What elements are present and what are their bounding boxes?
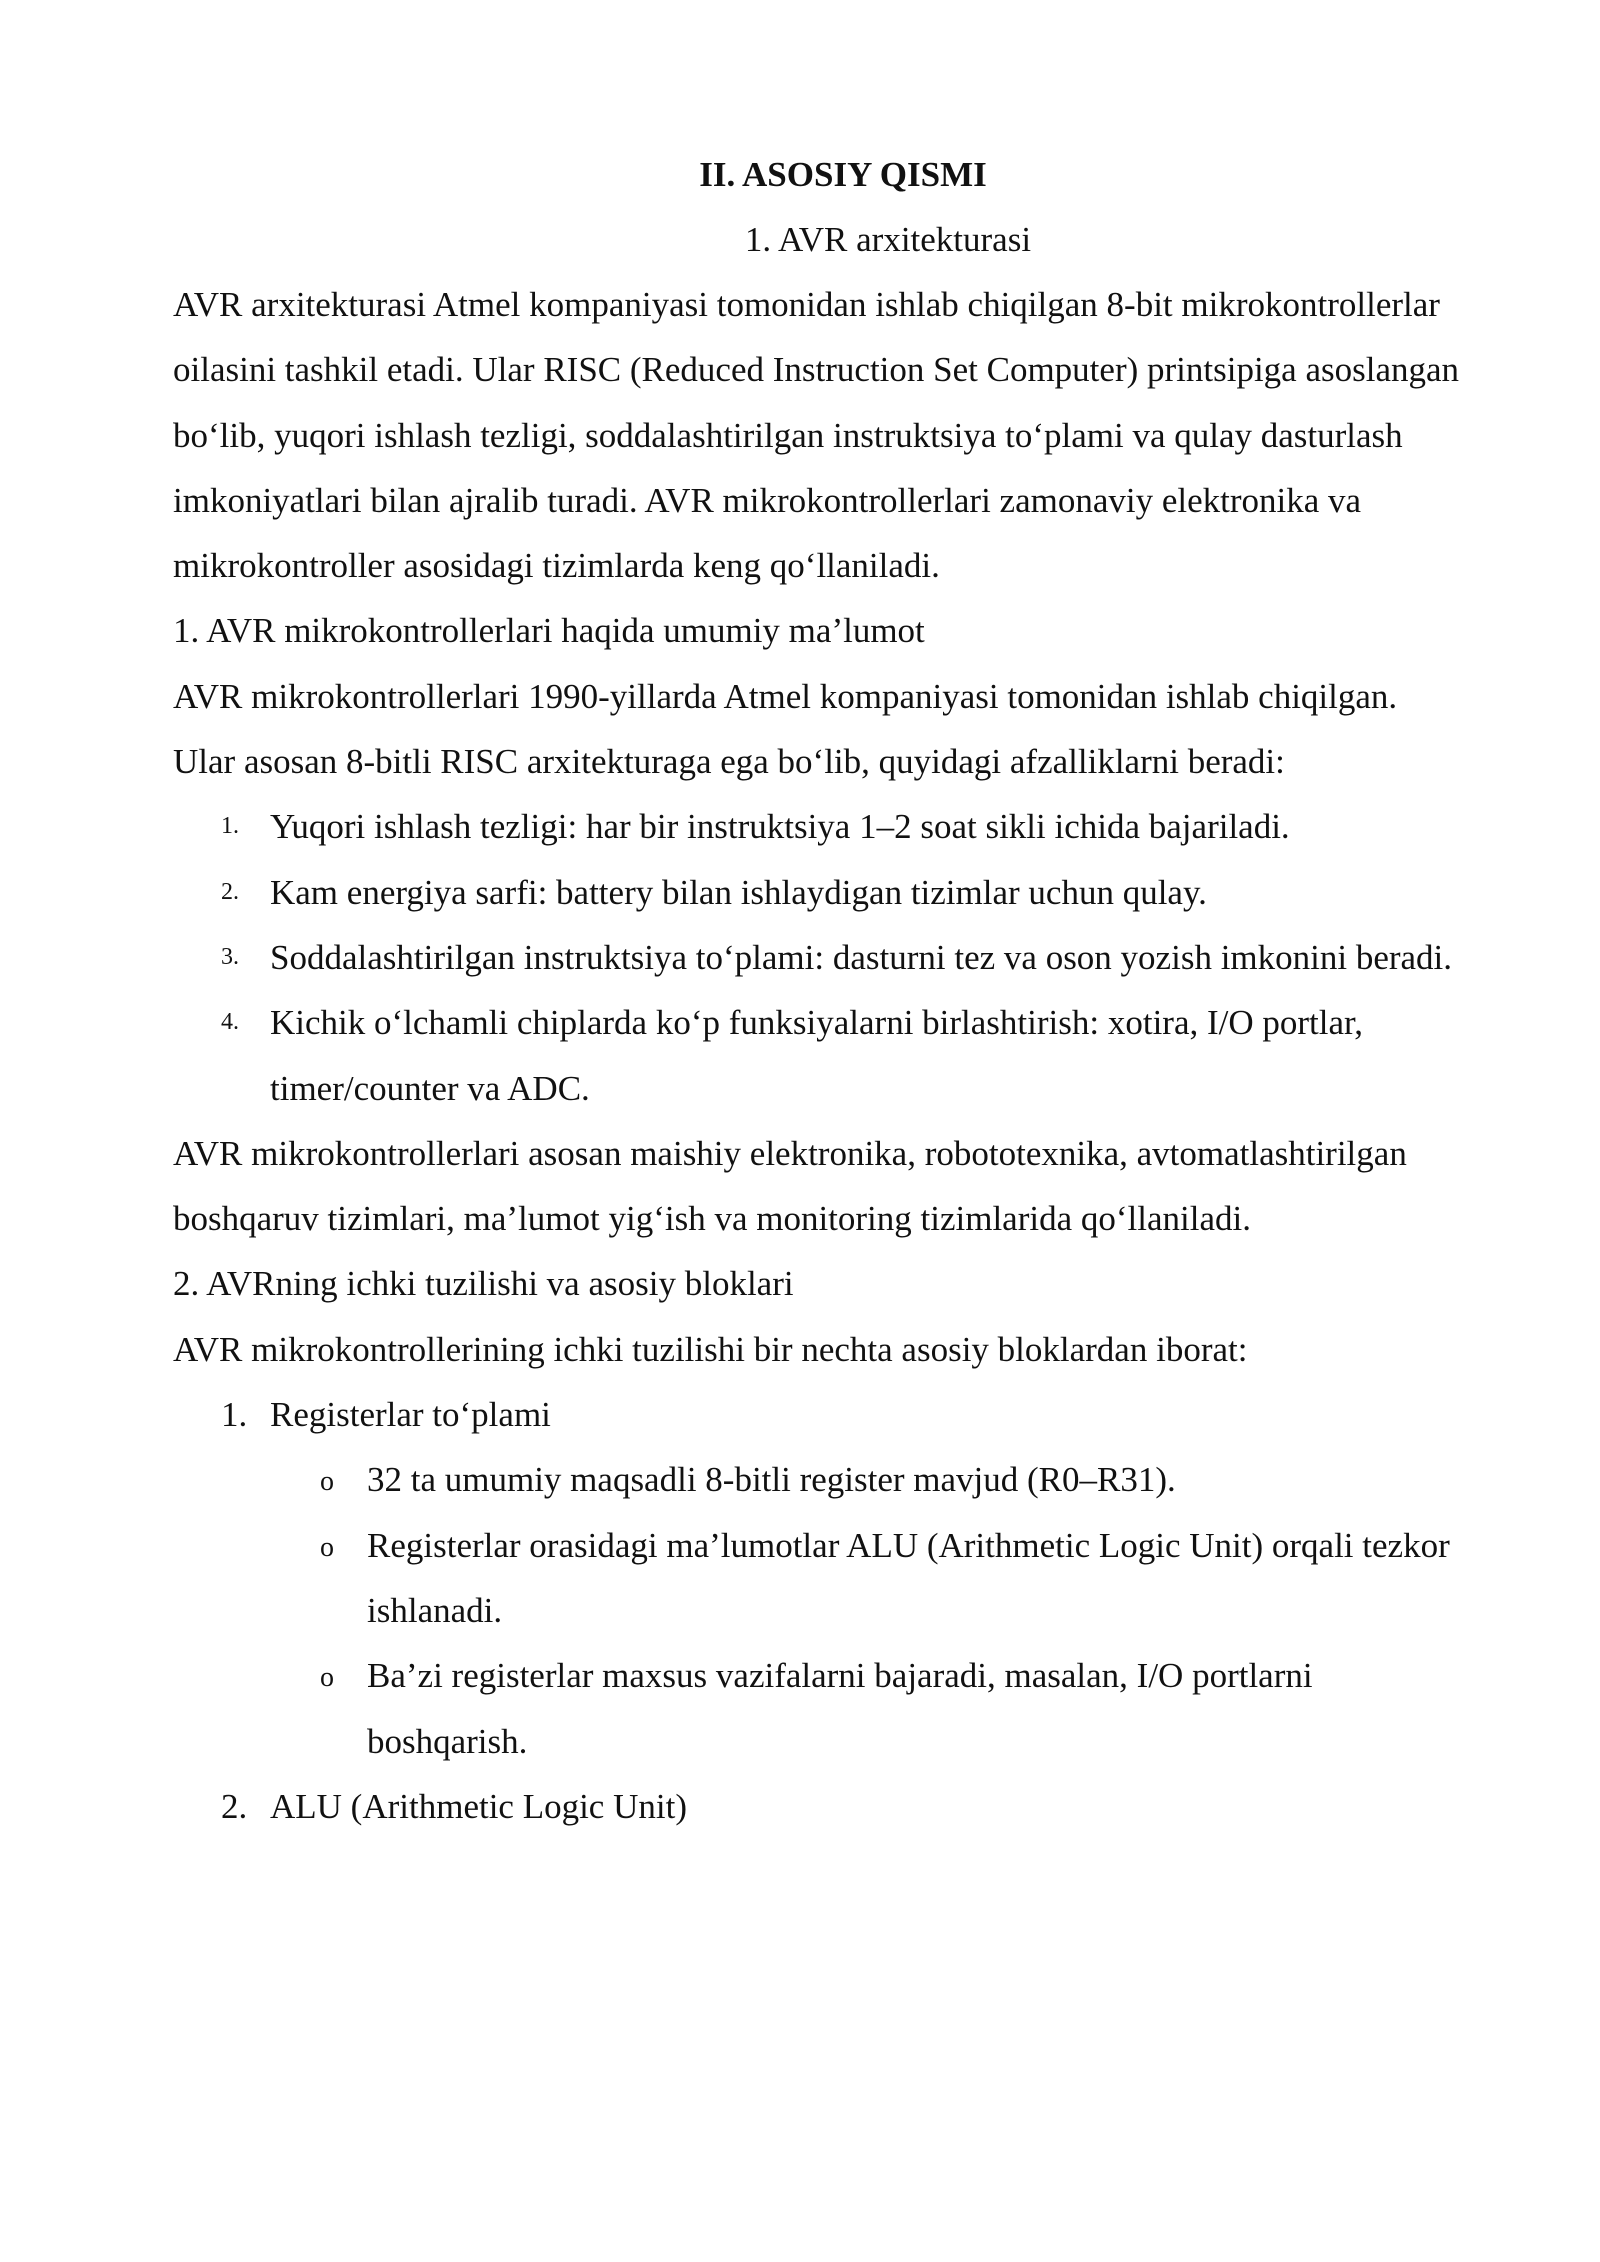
section-1-after-paragraph: AVR mikrokontrollerlari asosan maishiy elektronika, robototexnika, avtomatlashtirilgan boshqaruv tizimlari, ma’lumot yig‘ish va monitoring tizimlarida qo‘llaniladi. xyxy=(173,1133,1407,1239)
list-item-text: Kam energiya sarfi: battery bilan ishlaydigan tizimlar uchun qulay. xyxy=(270,872,1207,912)
section-1-paragraph: AVR mikrokontrollerlari 1990-yillarda Atmel kompaniyasi tomonidan ishlab chiqilgan. Ular asosan 8-bitli RISC arxitekturaga ega bo‘lib, quyidagi afzalliklarni beradi: xyxy=(173,676,1398,782)
document-page xyxy=(173,142,1463,1839)
section-2-paragraph: AVR mikrokontrollerining ichki tuzilishi bir nechta asosiy bloklardan iborat: xyxy=(173,1329,1248,1369)
list-item-text: Soddalashtirilgan instruktsiya to‘plami: dasturni tez va oson yozish imkonini beradi. xyxy=(270,937,1453,977)
block-item-number: 2. xyxy=(221,1786,248,1826)
sublist-item-text: Ba’zi registerlar maxsus vazifalarni bajaradi, masalan, I/O portlarni boshqarish. xyxy=(367,1656,1313,1761)
list-item-number: 2. xyxy=(221,878,239,905)
section-subtitle: 1. AVR arxitekturasi xyxy=(744,220,1032,259)
sublist-item-text: Registerlar orasidagi ma’lumotlar ALU (Arithmetic Logic Unit) orqali tezkor ishlanadi. xyxy=(367,1525,1450,1630)
document-title: II. ASOSIY QISMI xyxy=(699,155,987,194)
section-2-heading: 2. AVRning ichki tuzilishi va asosiy bloklari xyxy=(173,1264,794,1304)
block-item xyxy=(173,1382,1463,1774)
circle-bullet-icon: o xyxy=(320,1531,334,1563)
list-item xyxy=(173,925,1463,990)
list-item-number: 4. xyxy=(221,1009,239,1036)
block-item-label: ALU (Arithmetic Logic Unit) xyxy=(270,1786,687,1826)
list-item xyxy=(173,794,1463,859)
circle-bullet-icon: o xyxy=(320,1662,334,1694)
list-item-number: 3. xyxy=(221,943,239,970)
list-item xyxy=(173,990,1463,1121)
block-item-number: 1. xyxy=(221,1395,248,1435)
block-item xyxy=(173,1774,1463,1839)
list-item-number: 1. xyxy=(221,813,239,840)
sublist-item xyxy=(270,1447,1463,1512)
sublist-item-text: 32 ta umumiy maqsadli 8-bitli register mavjud (R0–R31). xyxy=(367,1460,1176,1500)
sublist-item xyxy=(270,1513,1463,1644)
list-item xyxy=(173,860,1463,925)
block-item-label: Registerlar to‘plami xyxy=(270,1395,551,1435)
list-item-text: Yuqori ishlash tezligi: har bir instruktsiya 1–2 soat sikli ichida bajariladi. xyxy=(270,807,1290,847)
advantages-list xyxy=(173,794,1463,1120)
circle-bullet-icon: o xyxy=(320,1466,334,1498)
intro-paragraph: AVR arxitekturasi Atmel kompaniyasi tomonidan ishlab chiqilgan 8-bit mikrokontrollerlar oilasini tashkil etadi. Ular RISC (Reduced Instruction Set Computer) printsipiga asoslangan bo‘lib, yuqori ishlash tezligi, soddalashtirilgan instruktsiya to‘plami va qulay dasturlash imkoniyatlari bilan ajralib turadi. AVR mikrokontrollerlari zamonaviy elektronika va mikrokontroller asosidagi tizimlarda keng qo‘llaniladi. xyxy=(173,285,1460,586)
list-item-text: Kichik o‘lchamli chiplarda ko‘p funksiyalarni birlashtirish: xotira, I/O portlar, timer/counter va ADC. xyxy=(270,1003,1364,1108)
blocks-list xyxy=(173,1382,1463,1839)
section-1-heading: 1. AVR mikrokontrollerlari haqida umumiy ma’lumot xyxy=(173,611,925,651)
register-sublist xyxy=(270,1447,1463,1773)
sublist-item xyxy=(270,1643,1463,1774)
